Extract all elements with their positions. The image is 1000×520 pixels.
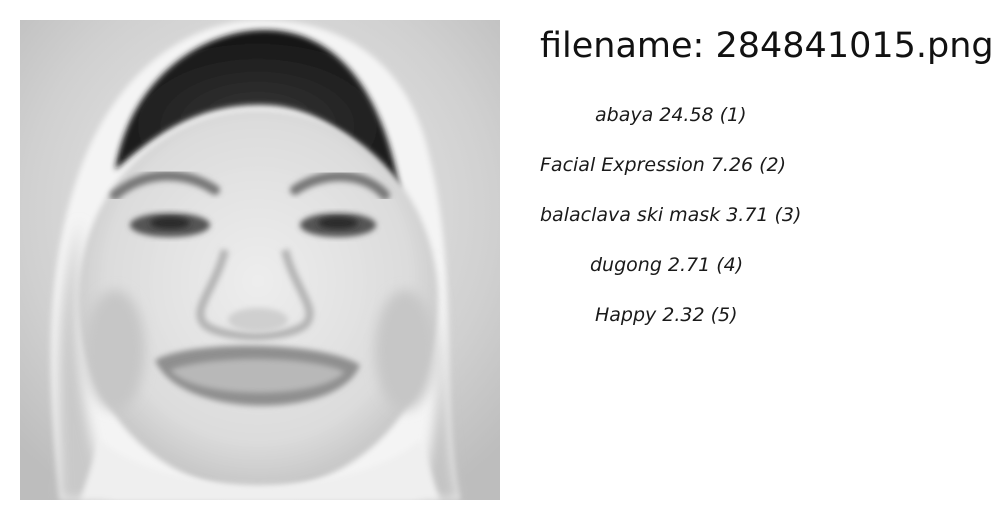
prediction-label: abaya xyxy=(595,104,654,126)
filename-title: filename: 284841015.png xyxy=(540,26,994,66)
face-image xyxy=(20,20,500,500)
prediction-item xyxy=(590,252,743,278)
prediction-item xyxy=(595,102,747,128)
prediction-label: balaclava ski mask xyxy=(540,204,721,226)
prediction-rank: (4) xyxy=(716,254,744,276)
prediction-score: 2.71 xyxy=(667,254,711,276)
face xyxy=(78,110,438,490)
prediction-rank: (1) xyxy=(719,104,747,126)
prediction-score: 7.26 xyxy=(710,154,754,176)
prediction-rank: (5) xyxy=(710,304,738,326)
prediction-item xyxy=(595,302,738,328)
prediction-rank: (2) xyxy=(759,154,787,176)
prediction-label: Facial Expression xyxy=(540,154,705,176)
face-illustration xyxy=(20,20,500,500)
prediction-label: dugong xyxy=(590,254,662,276)
prediction-score: 3.71 xyxy=(726,204,769,226)
prediction-label: Happy xyxy=(595,304,657,326)
prediction-item xyxy=(540,202,801,228)
prediction-score: 24.58 xyxy=(659,104,714,126)
prediction-item xyxy=(540,152,786,178)
prediction-score: 2.32 xyxy=(662,304,705,326)
prediction-rank: (3) xyxy=(774,204,802,226)
